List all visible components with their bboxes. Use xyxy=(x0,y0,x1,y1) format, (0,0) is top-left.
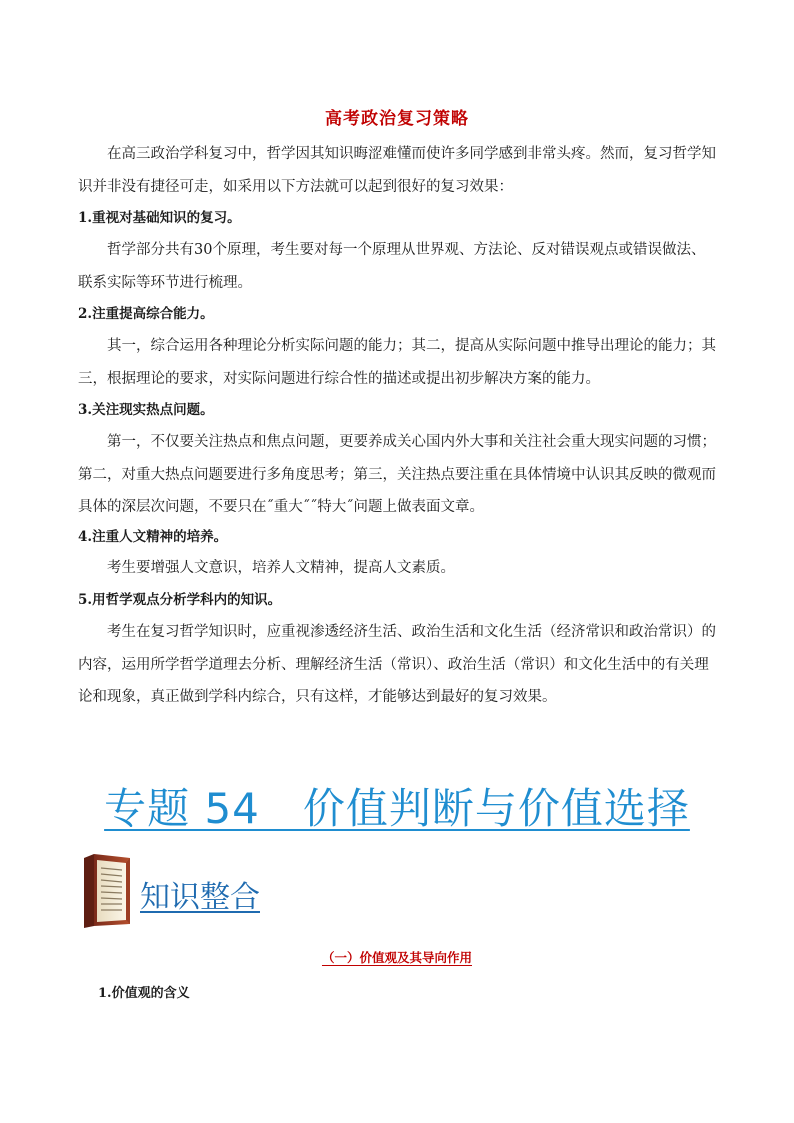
section-1-body: 哲学部分共有30个原理，考生要对每一个原理从世界观、方法论、反对错误观点或错误做法、联系实际等环节进行梳理。 xyxy=(78,242,706,291)
section-4-body: 考生要增强人文意识，培养人文精神，提高人文素质。 xyxy=(107,560,455,576)
section-5-heading: 5.用哲学观点分析学科内的知识。 xyxy=(78,592,282,608)
intro-paragraph: 在高三政治学科复习中，哲学因其知识晦涩难懂而使许多同学感到非常头疼。然而，复习哲学知识并非没有捷径可走，如采用以下方法就可以起到很好的复习效果： xyxy=(78,146,716,195)
strategy-title: 高考政治复习策略 xyxy=(325,109,469,129)
section-3-heading: 3.关注现实热点问题。 xyxy=(78,402,214,418)
section-2-heading: 2.注重提高综合能力。 xyxy=(78,306,214,322)
book-icon xyxy=(80,852,136,930)
section-5-body: 考生在复习哲学知识时，应重视渗透经济生活、政治生活和文化生活（经济常识和政治常识）的内容，运用所学哲学道理去分析、理解经济生活（常识）、政治生活（常识）和文化生活中的有关理论和现象，真正做到学科内综合，只有这样，才能够达到最好的复习效果。 xyxy=(78,624,716,705)
section-1-heading: 1.重视对基础知识的复习。 xyxy=(78,210,241,226)
section-2-body: 其一，综合运用各种理论分析实际问题的能力；其二，提高从实际问题中推导出理论的能力；其三，根据理论的要求，对实际问题进行综合性的描述或提出初步解决方案的能力。 xyxy=(78,338,716,387)
item-heading: 1.价值观的含义 xyxy=(98,986,190,1001)
section-3-body: 第一，不仅要关注热点和焦点问题，更要养成关心国内外大事和关注社会重大现实问题的习惯；第二，对重大热点问题要进行多角度思考；第三，关注热点要注重在具体情境中认识其反映的微观而具体的深层次问题，不要只在˝重大˝˝特大˝问题上做表面文章。 xyxy=(78,434,716,515)
topic-title: 专题 54 价值判断与价值选择 xyxy=(104,784,690,833)
subsection-heading: （一）价值观及其导向作用 xyxy=(321,950,472,965)
knowledge-integration-label: 知识整合 xyxy=(140,880,260,915)
section-4-heading: 4.注重人文精神的培养。 xyxy=(78,529,228,545)
